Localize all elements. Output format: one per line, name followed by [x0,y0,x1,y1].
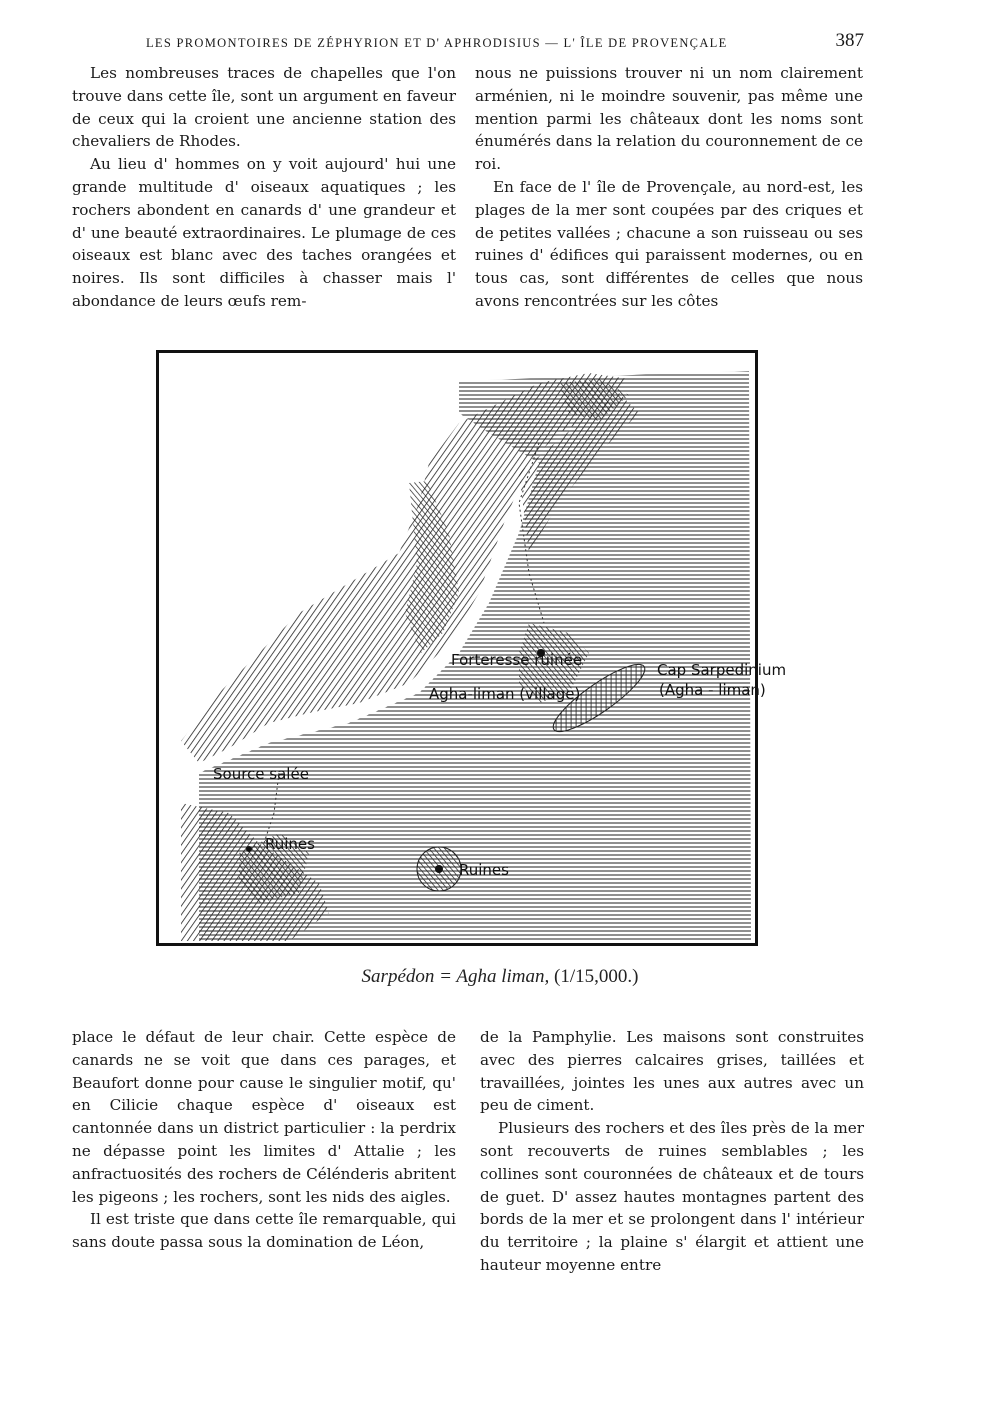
text-column-bottom-left [72,1026,456,1254]
caption-title: Sarpédon = Agha liman, [361,966,550,987]
paragraph: Plusieurs des rochers et des îles près de la mer sont recouverts de ruines semblables ; les collines sont couronnées de châteaux et de tours de guet. D' assez hautes montagnes partent des bords de la mer et se prolongent dans l' intérieur du territoire ; la plaine s' élargit et attient une hauteur moyenne entre [480,1119,864,1274]
paragraph: Il est triste que dans cette île remarquable, qui sans doute passa sous la domination de Léon, [72,1210,456,1252]
label-cap-sarpedinium: Cap Sarpedinium [657,661,787,679]
ruin-marker [435,865,443,873]
ruin-marker [246,846,252,852]
running-title: LES PROMONTOIRES DE ZÉPHYRION ET D' APHRODISIUS — L' ÎLE DE PROVENÇALE [146,36,728,50]
map-figure [156,350,787,946]
label-ruines-right: Ruines [459,861,509,879]
paragraph: Au lieu d' hommes on y voit aujourd' hui une grande multitude d' oiseaux aquatiques ; les rochers abondent en canards d' une grandeur et d' une beauté extraordinaires. Le plumage de ces oiseaux est blanc avec des taches orangées et noires. Ils sont difficiles à chasser mais l' abondance de leurs œufs rem- [72,155,456,310]
map-engraving [159,353,787,943]
label-agha-village: Agha-liman (village) [429,685,581,703]
paragraph: place le défaut de leur chair. Cette espèce de canards ne se voit que dans ces parages, et Beaufort donne pour cause le singulier motif, qu' en Cilicie chaque espèce d' oiseaux est cantonnée dans un district particulier : la perdrix ne dépasse point les limites d' Attalie ; les anfractuosités des rochers de Célénderis abritent les pigeons ; les rochers, sont les nids des aigles. [72,1028,456,1206]
label-cap-agha-liman: (Agha - liman) [659,681,766,699]
text-column-top-left [72,62,456,313]
paragraph: En face de l' île de Provençale, au nord-est, les plages de la mer sont coupées par des criques et de petites vallées ; chacune a son ruisseau ou ses ruines d' édifices qui paraissent modernes, ou en tous cas, sont différentes de celles que nous avons rencontrées sur les côtes [475,177,863,310]
text-column-bottom-right [480,1026,864,1277]
paragraph: de la Pamphylie. Les maisons sont construites avec des pierres calcaires grises, taillées et travaillées, jointes les unes aux autres avec un peu de ciment. [480,1028,864,1115]
label-ruines-left: Ruines [265,835,315,853]
page-number: 387 [835,30,864,51]
caption-scale: (1/15,000.) [554,966,639,987]
paragraph: Les nombreuses traces de chapelles que l'on trouve dans cette île, sont un argument en faveur de ceux qui la croient une ancienne station des chevaliers de Rhodes. [72,64,456,151]
text-column-top-right [475,62,863,313]
page-header [72,30,864,54]
figure-caption [0,966,1000,988]
label-forteresse: Forteresse ruinée [451,651,583,669]
label-source-salee: Source salée [213,765,309,783]
paragraph: nous ne puissions trouver ni un nom clairement arménien, ni le moindre souvenir, pas même une mention parmi les châteaux dont les noms sont énumérés dans la relation du couronnement de ce roi. [475,64,863,174]
